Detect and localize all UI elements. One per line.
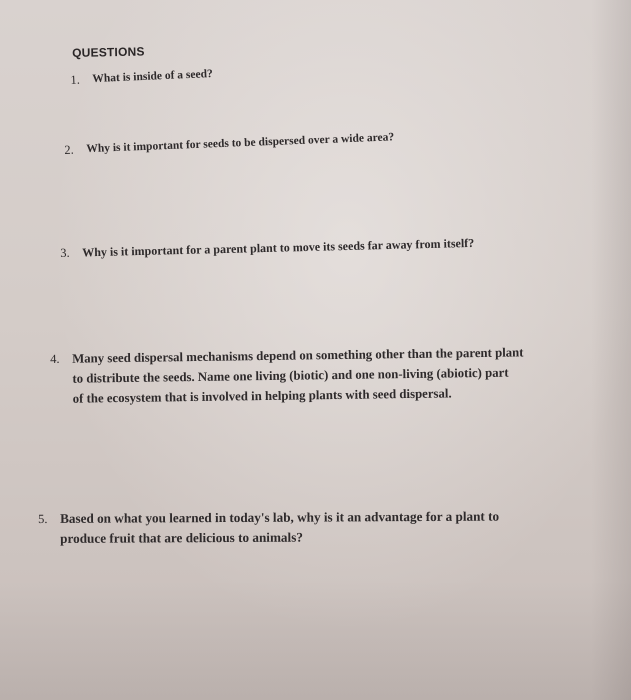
question-number: 4. — [50, 351, 60, 366]
question-number: 1. — [70, 72, 81, 87]
question-line: Based on what you learned in today's lab, why is it an advantage for a plant to — [60, 508, 500, 526]
question-line: of the ecosystem that is involved in helping plants with seed dispersal. — [72, 386, 452, 406]
question-number: 3. — [60, 245, 70, 260]
question-number: 2. — [64, 142, 75, 157]
question-line: to distribute the seeds. Name one living (biotic) and one non-living (abiotic) part — [72, 365, 509, 386]
question-line: produce fruit that are delicious to animals? — [60, 529, 303, 546]
question-text — [60, 506, 600, 549]
question-line: Why is it important for a parent plant to move its seeds far away from itself? — [82, 235, 475, 260]
question-text — [72, 341, 593, 408]
question-text — [92, 64, 213, 89]
question-line: Many seed dispersal mechanisms depend on something other than the parent plant — [72, 345, 524, 366]
page-bottom-shadow — [0, 580, 631, 700]
question-text — [82, 233, 474, 263]
question-text — [86, 127, 394, 159]
question-line: What is inside of a seed? — [92, 68, 213, 86]
questions-heading: QUESTIONS — [72, 44, 145, 60]
question-number: 5. — [38, 511, 48, 526]
question-line: Why is it important for seeds to be dispersed over a wide area? — [86, 131, 395, 156]
